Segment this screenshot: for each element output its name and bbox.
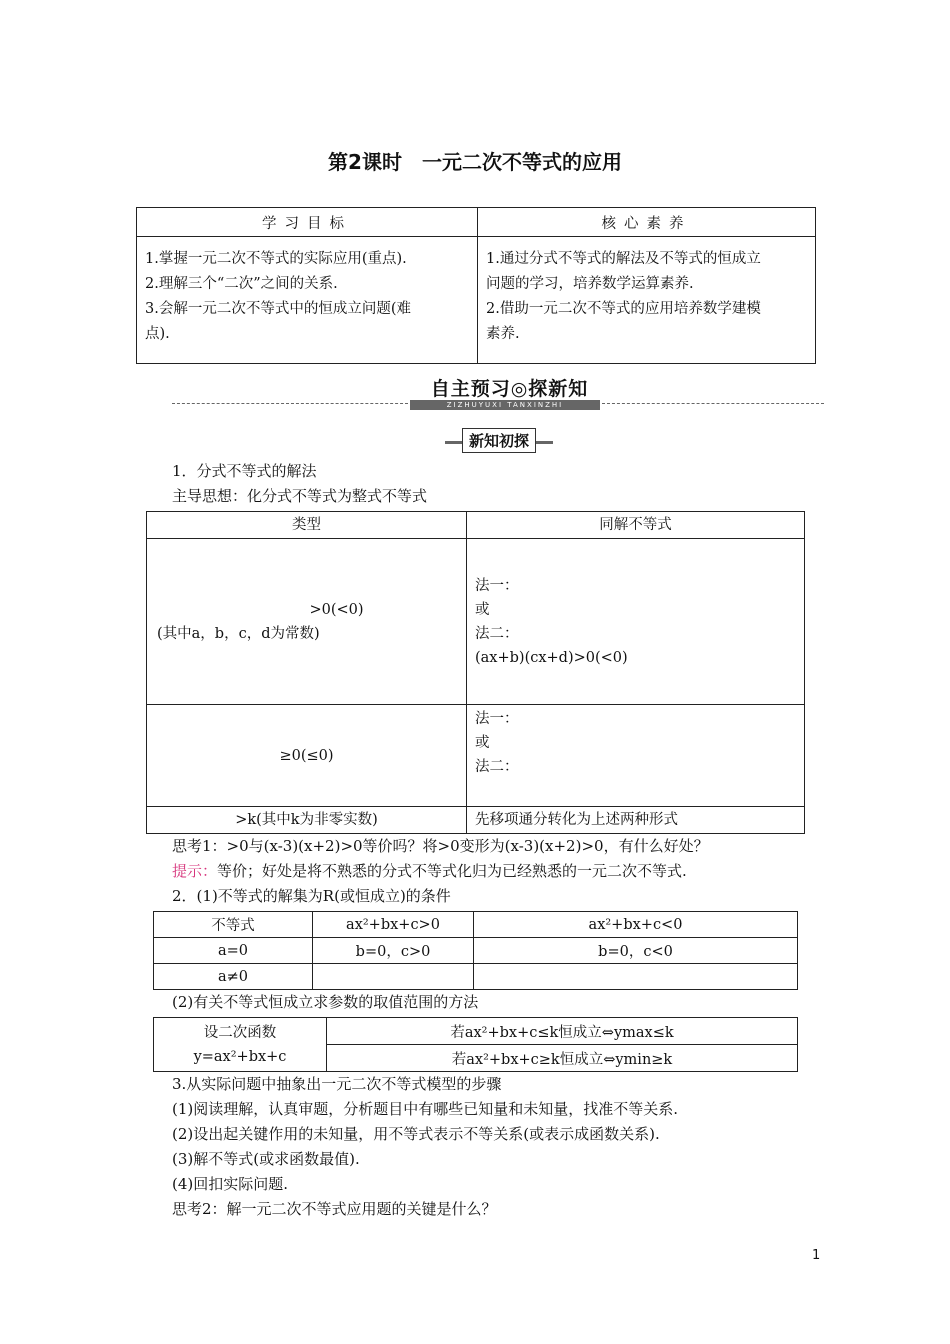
section-banner xyxy=(172,374,824,414)
banner-title: 自主预习◎探新知 xyxy=(430,378,589,400)
col-header-equivalent: 同解不等式 xyxy=(467,512,805,539)
s3-step: (2)设出起关键作用的未知量，用不等式表示不等关系(或表示成函数关系). xyxy=(172,1125,660,1143)
method-line: 法一： xyxy=(475,711,519,727)
condition-max: 若ax²+bx+c≤k恒成立⇔ymax≤k xyxy=(327,1018,798,1045)
banner-subtitle: ZIZHUYUXI TANXINZHI xyxy=(410,400,600,410)
type-note: (其中a，b，c，d为常数) xyxy=(157,625,320,642)
equivalent-cell-strict xyxy=(467,539,805,705)
equivalent-cell-nonstrict xyxy=(467,705,805,807)
method-line: 法一： xyxy=(475,577,519,594)
method-line: 法二： xyxy=(475,759,519,775)
method-line: 或 xyxy=(475,735,490,751)
think-2: 思考2：解一元二次不等式应用题的关键是什么？ xyxy=(172,1200,497,1218)
page-number: 1 xyxy=(812,1248,821,1263)
cond-cell xyxy=(313,964,474,990)
competency-header: 核心素养 xyxy=(478,208,816,237)
type-nonstrict: ≥0(≤0) xyxy=(279,747,334,764)
cond-cell: b=0，c>0 xyxy=(313,938,474,964)
type-cell-strict xyxy=(147,539,467,705)
cond-row-label: a=0 xyxy=(154,938,313,964)
banner-divider-right xyxy=(602,403,824,404)
s3-heading: 3.从实际问题中抽象出一元二次不等式模型的步骤 xyxy=(172,1075,502,1093)
cond-header-inequality: 不等式 xyxy=(154,912,313,938)
s3-step: (1)阅读理解，认真审题，分析题目中有哪些已知量和未知量，找准不等关系. xyxy=(172,1100,679,1118)
s3-step: (4)回扣实际问题. xyxy=(172,1175,289,1193)
objectives-header: 学习目标 xyxy=(137,208,478,237)
cond-cell xyxy=(474,964,798,990)
function-expression: y=ax²+bx+c xyxy=(193,1048,287,1065)
type-cell-k: >k(其中k为非零实数) xyxy=(147,807,467,834)
hint-label: 提示： xyxy=(172,862,218,880)
page-title: 第2课时 一元二次不等式的应用 xyxy=(328,150,622,174)
conditions-table xyxy=(153,911,798,990)
section-label-text: 新知初探 xyxy=(462,428,536,453)
s2-sub2: (2)有关不等式恒成立求参数的取值范围的方法 xyxy=(172,993,479,1011)
constant-holding-table xyxy=(153,1017,798,1072)
objectives-cell xyxy=(137,237,478,364)
method-line: (ax+b)(cx+d)>0(<0) xyxy=(475,649,628,666)
competency-line: 1.通过分式不等式的解法及不等式的恒成立 xyxy=(486,251,761,267)
condition-min: 若ax²+bx+c≥k恒成立⇔ymin≥k xyxy=(327,1045,798,1072)
function-label: 设二次函数 xyxy=(203,1024,277,1041)
fraction-inequality-table xyxy=(146,511,805,834)
think-1: 思考1：>0与(x-3)(x+2)>0等价吗？将>0变形为(x-3)(x+2)>0，有什么好处？ xyxy=(172,837,709,855)
objectives-table xyxy=(136,207,816,364)
cond-header-gt: ax²+bx+c>0 xyxy=(313,912,474,938)
objective-line: 3.会解一元二次不等式中的恒成立问题(难 xyxy=(145,301,411,317)
objective-line: 点). xyxy=(145,326,170,342)
cond-cell: b=0，c<0 xyxy=(474,938,798,964)
objective-line: 1.掌握一元二次不等式的实际应用(重点). xyxy=(145,251,407,267)
cond-row-label: a≠0 xyxy=(154,964,313,990)
s1-heading: 1．分式不等式的解法 xyxy=(172,462,317,480)
hint-text: 等价；好处是将不熟悉的分式不等式化归为已经熟悉的一元二次不等式. xyxy=(217,862,687,880)
cond-header-lt: ax²+bx+c<0 xyxy=(474,912,798,938)
competency-cell xyxy=(478,237,816,364)
method-line: 法二： xyxy=(475,625,519,642)
banner-divider-left xyxy=(172,403,408,404)
competency-line: 问题的学习，培养数学运算素养. xyxy=(486,276,694,292)
competency-line: 2.借助一元二次不等式的应用培养数学建模 xyxy=(486,301,761,317)
equivalent-cell-k: 先移项通分转化为上述两种形式 xyxy=(467,807,805,834)
type-strict: >0(<0) xyxy=(309,601,364,618)
s1-idea: 主导思想：化分式不等式为整式不等式 xyxy=(172,487,428,505)
quadratic-function-cell xyxy=(154,1018,327,1072)
col-header-type: 类型 xyxy=(147,512,467,539)
competency-line: 素养. xyxy=(486,326,520,342)
type-cell-nonstrict xyxy=(147,705,467,807)
s2-heading: 2．(1)不等式的解集为R(或恒成立)的条件 xyxy=(172,887,451,905)
s3-step: (3)解不等式(或求函数最值). xyxy=(172,1150,360,1168)
hint xyxy=(172,860,687,881)
section-label xyxy=(445,428,553,453)
objective-line: 2.理解三个“二次”之间的关系. xyxy=(145,276,338,292)
method-line: 或 xyxy=(475,601,490,618)
